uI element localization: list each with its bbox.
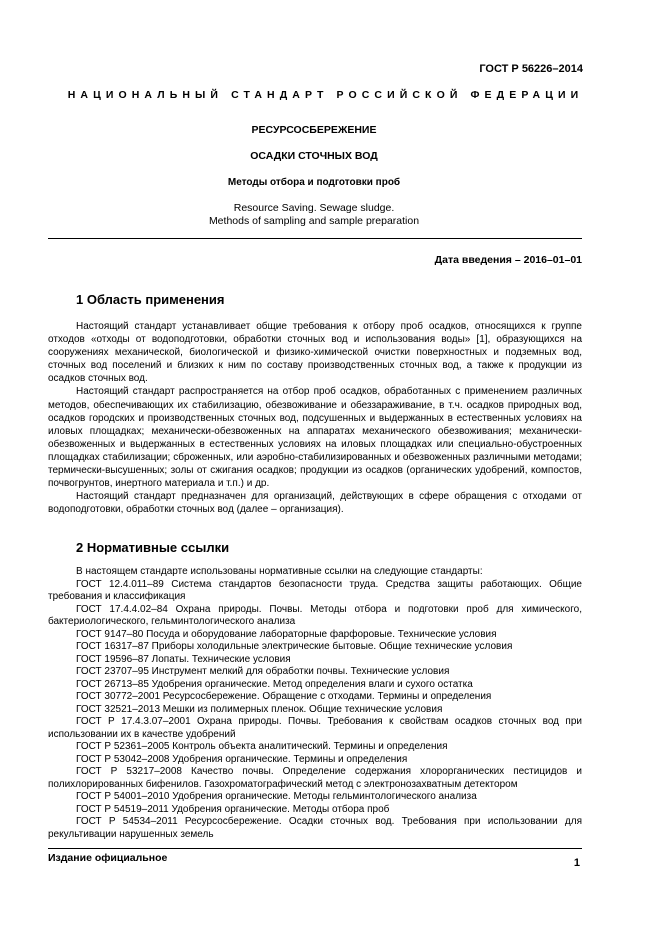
reference-item: ГОСТ Р 53042–2008 Удобрения органические. Термины и определения xyxy=(76,753,408,765)
national-standard-heading: НАЦИОНАЛЬНЫЙ СТАНДАРТ РОССИЙСКОЙ ФЕДЕРАЦИИ xyxy=(67,89,584,101)
section-1-paragraph: Настоящий стандарт распространяется на отбор проб осадков, обработанных с применением различных методов, обеспечивающих их стабилизацию, обезвоживание и обеззараживание, в т.ч. осадков природных вод, осадков городских и производственных сточных вод, подсушенных и выдержанных в естественных условиях на иловых площадках; механически-обезвоженных на аппаратах механического обезвоживания; механически-обезвоженных и выдержанных в естественных условиях на иловых площадках или специально-обустроенных площадках стабилизации; сброженных, или аэробно-стабилизированных и обезвоженных различными методами; термически-высушенных; золы от сжигания осадков; продукции из осадков (органических удобрений, компостов, почвогрунтов, инертного материала и т.п.) и др. xyxy=(48,386,582,490)
reference-item: ГОСТ 23707–95 Инструмент мелкий для обработки почвы. Технические условия xyxy=(76,666,450,677)
english-title-line-1: Resource Saving. Sewage sludge. xyxy=(233,202,395,214)
title-divider xyxy=(48,238,582,239)
section-1-body xyxy=(48,320,582,516)
section-2-body xyxy=(48,566,582,841)
section-1-paragraph: Настоящий стандарт устанавливает общие требования к отбору проб осадков, относящихся к группе отходов «отходы от водоподготовки, обработки сточных вод и использования воды» [1], образующихся на сооружениях механической, биологической и физико-химической очистки поверхностных и подземных вод, сточных вод поселений и близких к ним по составу производственных сточных вод, а также к продукции из осадков сточных вод. xyxy=(48,321,582,385)
reference-item: ГОСТ 32521–2013 Мешки из полимерных пленок. Общие технические условия xyxy=(76,703,443,715)
reference-item: ГОСТ 30772–2001 Ресурсосбережение. Обращение с отходами. Термины и определения xyxy=(76,691,492,702)
english-title xyxy=(48,202,580,228)
english-title-line-2: Methods of sampling and sample preparation xyxy=(208,215,420,227)
section-1-paragraph: Настоящий стандарт предназначен для организаций, действующих в сфере обращения с отходами от водоподготовки, обработки сточных вод (далее – организация). xyxy=(48,491,582,516)
reference-item: ГОСТ 9147–80 Посуда и оборудование лабораторные фарфоровые. Технические условия xyxy=(76,628,497,640)
reference-item: ГОСТ Р 54001–2010 Удобрения органические. Методы гельминтологического анализа xyxy=(76,791,477,802)
footer-divider xyxy=(48,848,582,849)
section-1-heading: 1 Область применения xyxy=(76,292,225,307)
official-edition-label: Издание официальное xyxy=(48,852,168,864)
title-line-2: ОСАДКИ СТОЧНЫХ ВОД xyxy=(250,150,378,162)
reference-item: ГОСТ 12.4.011–89 Система стандартов безопасности труда. Средства защиты работающих. Общие требования и классификация xyxy=(48,578,582,602)
reference-item: ГОСТ Р 52361–2005 Контроль объекта аналитический. Термины и определения xyxy=(76,741,448,752)
introduction-date: Дата введения – 2016–01–01 xyxy=(434,254,582,266)
reference-item: ГОСТ Р 53217–2008 Качество почвы. Определение содержания хлорорганических пестицидов и полихлорированных бифенилов. Газохроматографический метод с электронозахватным детектором xyxy=(48,766,582,790)
section-2-heading: 2 Нормативные ссылки xyxy=(76,540,230,555)
section-2-intro: В настоящем стандарте использованы нормативные ссылки на следующие стандарты: xyxy=(76,566,483,577)
page-number: 1 xyxy=(573,857,580,869)
reference-item: ГОСТ Р 17.4.3.07–2001 Охрана природы. Почвы. Требования к свойствам осадков сточных вод при использовании их в качестве удобрений xyxy=(48,716,582,740)
reference-item: ГОСТ 16317–87 Приборы холодильные электрические бытовые. Общие технические условия xyxy=(76,641,513,652)
standard-number: ГОСТ Р 56226–2014 xyxy=(479,63,583,75)
reference-item: ГОСТ Р 54519–2011 Удобрения органические. Методы отбора проб xyxy=(76,803,390,815)
reference-item: ГОСТ 26713–85 Удобрения органические. Метод определения влаги и сухого остатка xyxy=(76,678,473,690)
title-line-3: Методы отбора и подготовки проб xyxy=(227,177,401,188)
reference-item: ГОСТ Р 54534–2011 Ресурсосбережение. Осадки сточных вод. Требования при использовании для рекультивации нарушенных земель xyxy=(48,816,582,840)
title-line-1: РЕСУРСОСБЕРЕЖЕНИЕ xyxy=(251,124,377,136)
reference-item: ГОСТ 19596–87 Лопаты. Технические условия xyxy=(76,653,291,665)
reference-item: ГОСТ 17.4.4.02–84 Охрана природы. Почвы. Методы отбора и подготовки проб для химического, бактериологического, гельминтологического анализа xyxy=(48,603,582,627)
